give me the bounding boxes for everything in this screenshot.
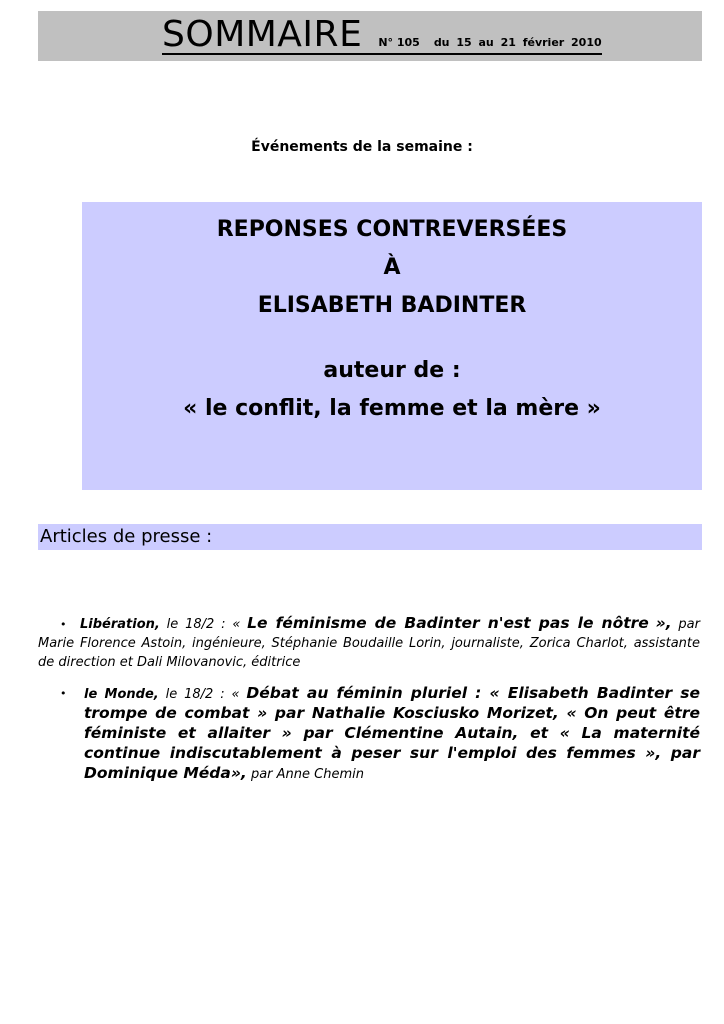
feature-line-3: ELISABETH BADINTER <box>257 293 527 318</box>
article-date: le 18/2 : « <box>165 687 240 702</box>
events-title: Événements de la semaine : <box>251 139 473 155</box>
article-source: Libération, <box>80 617 160 632</box>
feature-line-4: auteur de : <box>323 358 461 383</box>
header-line <box>162 14 602 55</box>
header-bar <box>38 11 702 61</box>
article-title: Débat au féminin pluriel : « Elisabeth Badinter se trompe de combat » par Nathalie Kosciusko Morizet, « On peut être féministe et allaiter » par Clémentine Autain, et « La maternité continue indiscutablement à peser sur l'emploi des femmes », par Dominique Méda», <box>84 684 701 782</box>
article-date: le 18/2 : « <box>166 617 241 632</box>
feature-box <box>82 202 702 490</box>
issue-number: N° 105 <box>378 36 420 49</box>
press-heading: Articles de presse : <box>38 524 702 550</box>
page-title: SOMMAIRE <box>162 14 363 55</box>
article-title: Le féminisme de Badinter n'est pas le nôtre <box>247 614 649 632</box>
article-list <box>38 614 700 796</box>
feature-line-1: REPONSES CONTREVERSÉES <box>216 217 568 242</box>
article-item-1 <box>38 614 700 672</box>
article-item-2 <box>38 684 700 784</box>
article-title-close: », <box>655 614 672 632</box>
article-source: le Monde, <box>84 687 159 702</box>
feature-line-2: À <box>383 255 401 280</box>
feature-line-5: « le conflit, la femme et la mère » <box>183 396 601 421</box>
issue-date: du 15 au 21 février 2010 <box>433 36 602 49</box>
article-authors: par Anne Chemin <box>250 767 364 782</box>
bullet-icon: • <box>60 618 67 631</box>
bullet-icon: • <box>60 687 67 700</box>
article-authors: par Marie Florence Astoin, ingénieure, Stéphanie Boudaille Lorin, journaliste, Zorica Charlot, assistante de direction et Dali Milovanovic, éditrice <box>38 617 700 670</box>
